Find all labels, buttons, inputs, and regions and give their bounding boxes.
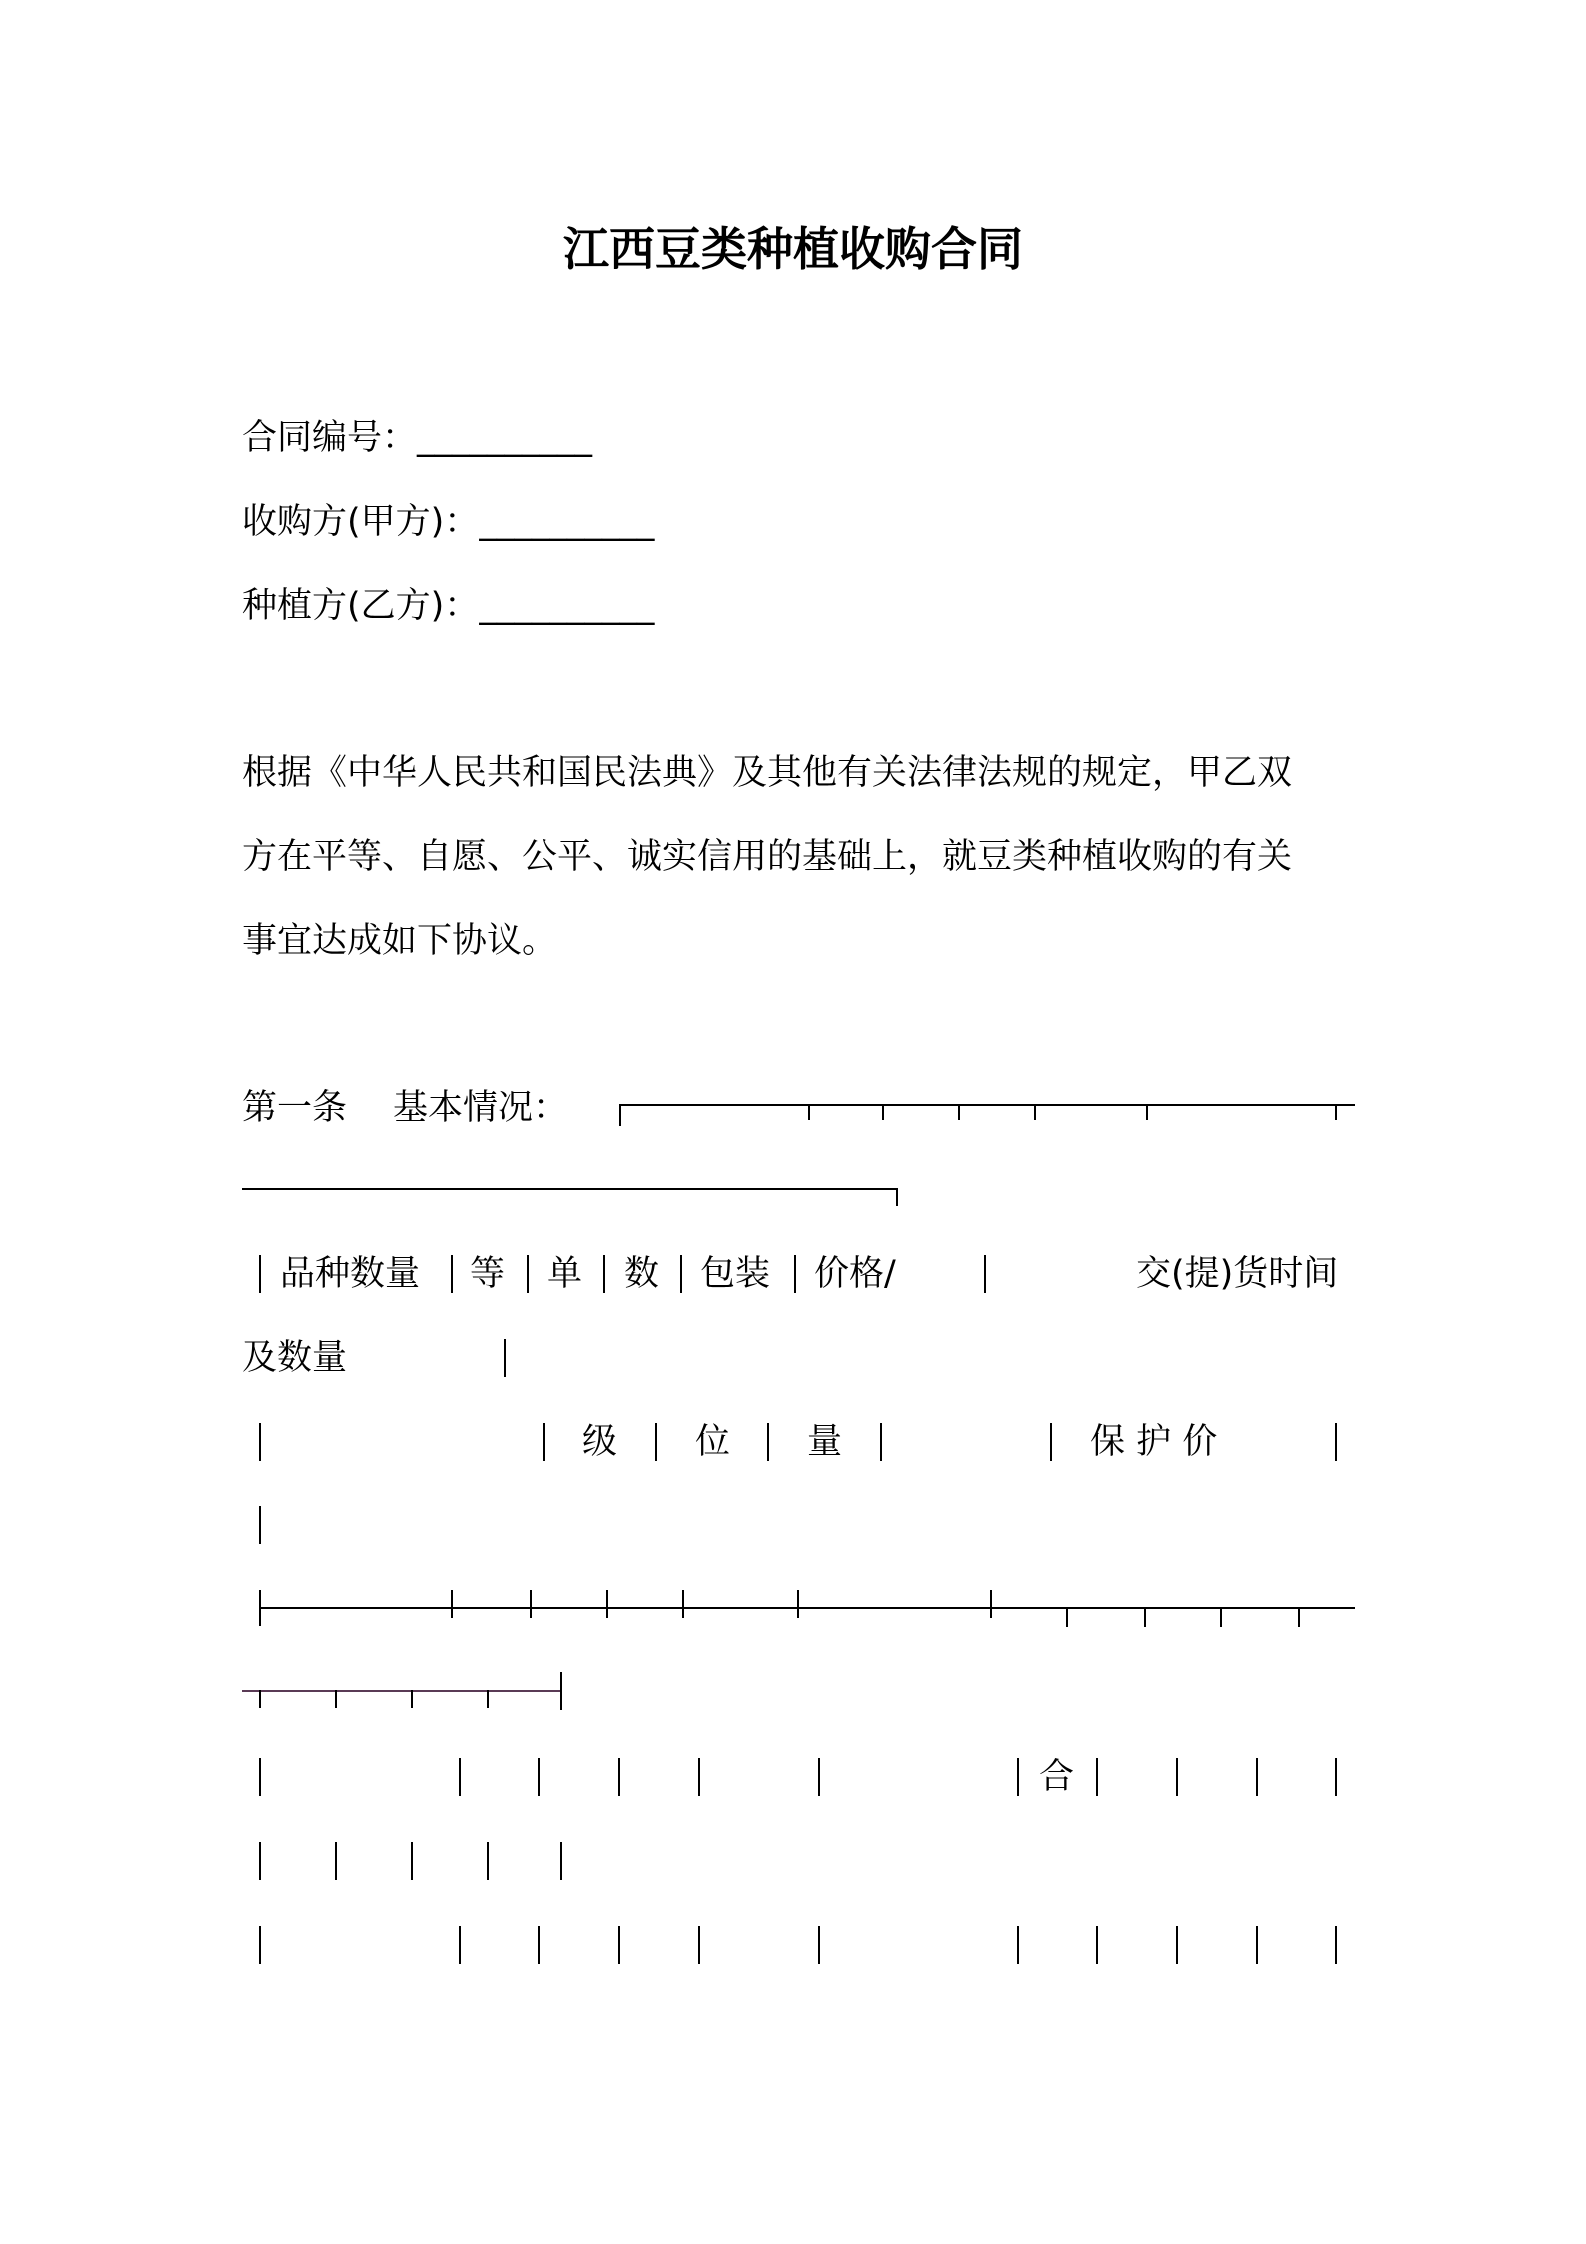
header-pack: 包装 (700, 1254, 771, 1294)
article-1-title: 基本情况： (393, 1088, 569, 1128)
buyer-blank: __________ (479, 502, 655, 542)
header-qty-a: 数 (624, 1254, 660, 1294)
grower-field (242, 586, 654, 626)
contract-number-field (242, 418, 592, 458)
buyer-field (242, 502, 654, 542)
header-unit-a: 单 (547, 1254, 583, 1294)
header-price: 价格/ (814, 1254, 896, 1294)
grower-blank: __________ (479, 586, 655, 626)
cell-divider (504, 1339, 506, 1377)
grower-label: 种植方(乙方)： (242, 586, 480, 626)
article-1-number: 第一条 (242, 1088, 348, 1128)
header-qty-b: 量 (807, 1422, 843, 1462)
header-and-qty: 及数量 (242, 1338, 348, 1378)
contract-number-blank: __________ (417, 418, 593, 458)
preamble-line-2: 方在平等、自愿、公平、诚实信用的基础上，就豆类种植收购的有关 (242, 837, 1293, 877)
preamble-line-1: 根据《中华人民共和国民法典》及其他有关法律法规的规定，甲乙双 (242, 753, 1293, 793)
cell-divider (259, 1506, 261, 1544)
buyer-label: 收购方(甲方)： (242, 502, 480, 542)
header-delivery: 交(提)货时间 (1136, 1254, 1339, 1294)
header-grade-a: 等 (470, 1254, 506, 1294)
total-label: 合 (1039, 1757, 1075, 1797)
document-title: 江西豆类种植收购合同 (563, 222, 1023, 276)
header-grade-b: 级 (582, 1422, 618, 1462)
header-unit-b: 位 (695, 1422, 731, 1462)
preamble-line-3: 事宜达成如下协议。 (242, 921, 558, 961)
header-variety: 品种数量 (280, 1254, 421, 1294)
header-protect-price: 保 护 价 (1090, 1422, 1218, 1462)
contract-number-label: 合同编号： (242, 418, 418, 458)
